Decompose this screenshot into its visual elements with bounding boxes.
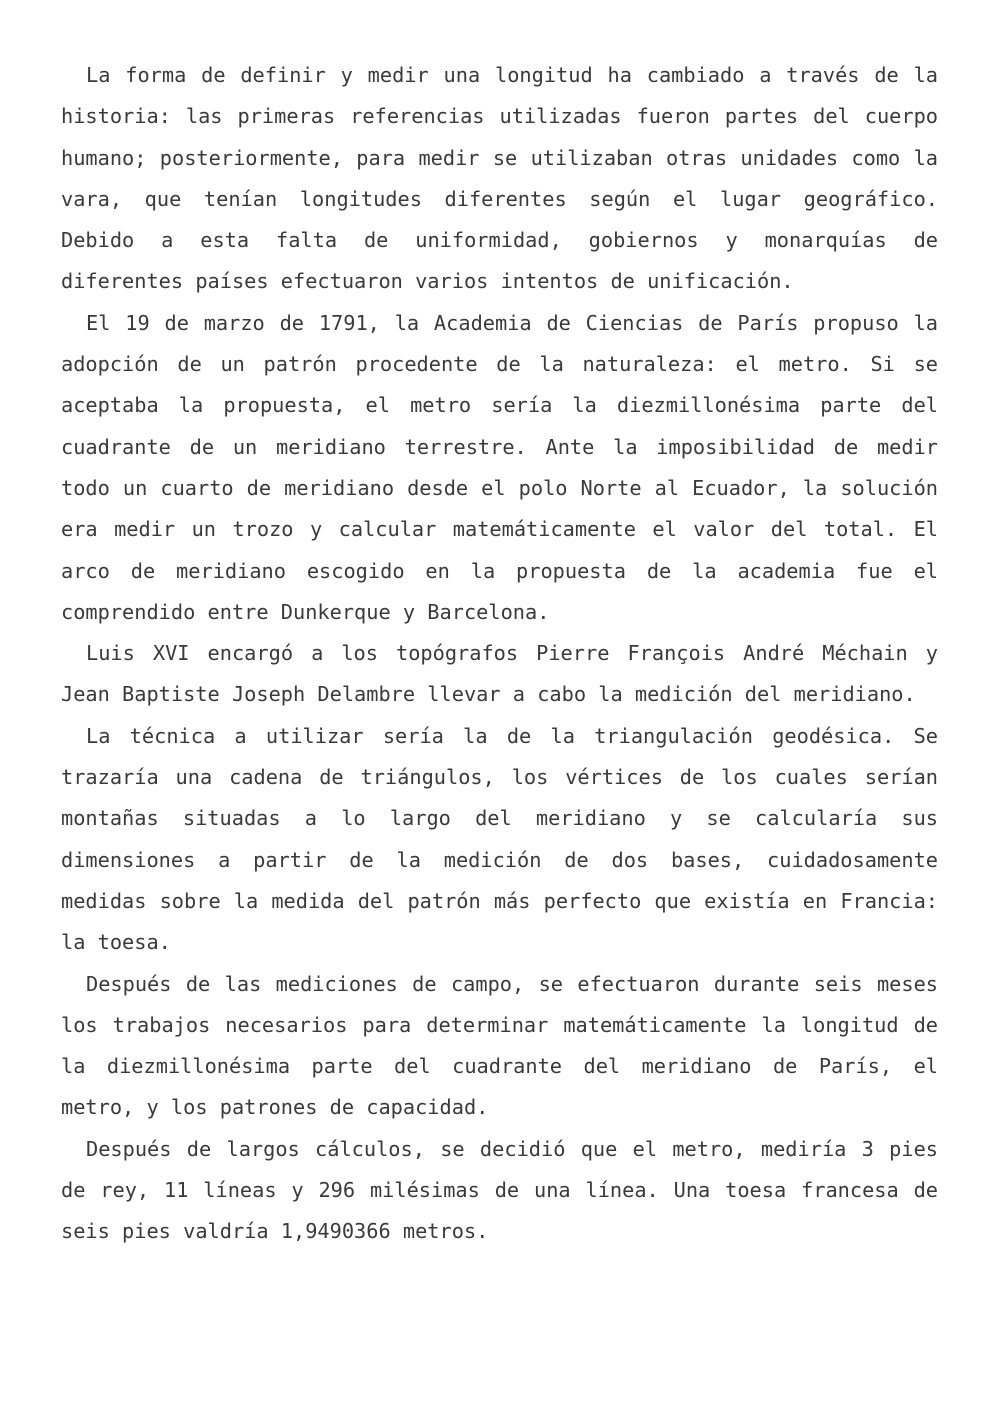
paragraph-field-measurements: Después de las mediciones de campo, se efectuaron durante seis meses los trabajos necesarios para determinar matemáticamente la longitud de la diezmillonésima parte del cuadrante del meridiano de París, el metro, y los patrones de capacidad. bbox=[61, 971, 938, 1120]
paragraph-final-calculation: Después de largos cálculos, se decidió que el metro, mediría 3 pies de rey, 11 líneas y 296 milésimas de una línea. Una toesa francesa de seis pies valdría 1,9490366 metros. bbox=[61, 1136, 938, 1244]
document-body bbox=[61, 55, 938, 1253]
paragraph-louis-xvi: Luis XVI encargó a los topógrafos Pierre François André Méchain y Jean Baptiste Joseph Delambre llevar a cabo la medición del meridiano. bbox=[61, 641, 938, 707]
paragraph-length-history: La forma de definir y medir una longitud ha cambiado a través de la historia: las primeras referencias utilizadas fueron partes del cuerpo humano; posteriormente, para medir se utilizaban otras unidades como la vara, que tenían longitudes diferentes según el lugar geográfico. Debido a esta falta de uniformidad, gobiernos y monarquías de diferentes países efectuaron varios intentos de unificación. bbox=[61, 63, 938, 294]
paragraph-academy-proposal: El 19 de marzo de 1791, la Academia de Ciencias de París propuso la adopción de un patrón procedente de la naturaleza: el metro. Si se aceptaba la propuesta, el metro sería la diezmillonésima parte del cuadrante de un meridiano terrestre. Ante la imposibilidad de medir todo un cuarto de meridiano desde el polo Norte al Ecuador, la solución era medir un trozo y calcular matemáticamente el valor del total. El arco de meridiano escogido en la propuesta de la academia fue el comprendido entre Dunkerque y Barcelona. bbox=[61, 310, 938, 624]
paragraph-triangulation: La técnica a utilizar sería la de la triangulación geodésica. Se trazaría una cadena de triángulos, los vértices de los cuales serían montañas situadas a lo largo del meridiano y se calcularía sus dimensiones a partir de la medición de dos bases, cuidadosamente medidas sobre la medida del patrón más perfecto que existía en Francia: la toesa. bbox=[61, 723, 938, 955]
